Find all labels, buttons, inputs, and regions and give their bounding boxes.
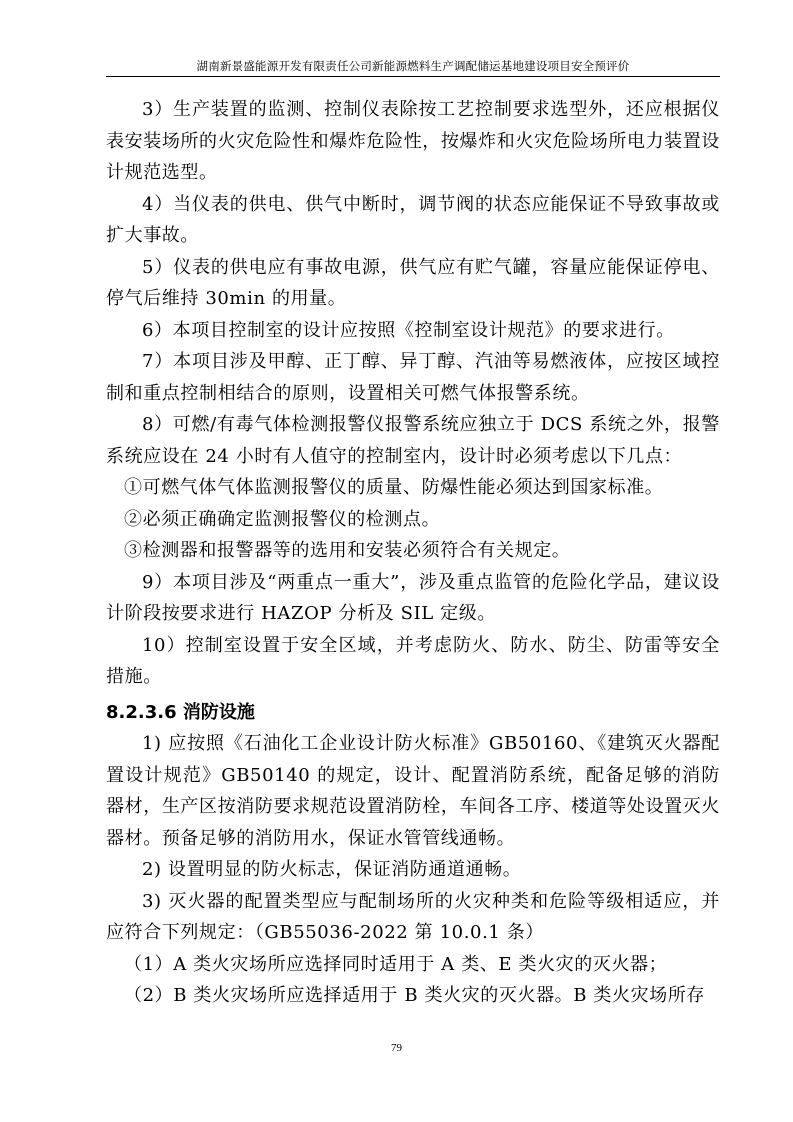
- page-header: 湖南新景盛能源开发有限责任公司新能源燃料生产调配储运基地建设项目安全预评价: [196, 59, 630, 73]
- paragraph-8: 8）可燃/有毒气体检测报警仪报警系统应独立于 DCS 系统之外，报警系统应设在 24 小时有人值守的控制室内，设计时必须考虑以下几点：: [106, 414, 720, 467]
- fire-paragraph-2: 2) 设置明显的防火标志，保证消防通道通畅。: [142, 859, 522, 880]
- list-item-1: ①可燃气体气体监测报警仪的质量、防爆性能必须达到国家标准。: [124, 477, 664, 498]
- list-item-3: ③检测器和报警器等的选用和安装必须符合有关规定。: [124, 540, 571, 561]
- paragraph-7: 7）本项目涉及甲醇、正丁醇、异丁醇、汽油等易燃液体，应按区域控制和重点控制相结合的原则，设置相关可燃气体报警系统。: [106, 351, 720, 404]
- paragraph-5: 5）仪表的供电应有事故电源，供气应有贮气罐，容量应能保证停电、停气后维持 30min 的用量。: [106, 256, 720, 309]
- paragraph-10: 10）控制室设置于安全区域，并考虑防火、防水、防尘、防雷等安全措施。: [106, 634, 720, 687]
- fire-paragraph-1: 1) 应按照《石油化工企业设计防火标准》GB50160、《建筑灭火器配置设计规范》GB50140 的规定，设计、配置消防系统，配备足够的消防器材，生产区按消防要求规范设置消防栓，车间各工序、楼道等处设置灭火器材。预备足够的消防用水，保证水管管线通畅。: [106, 733, 720, 849]
- header-divider: [106, 76, 720, 77]
- sub-item-1: （1）A 类火灾场所应选择同时适用于 A 类、E 类火灾的灭火器；: [124, 953, 668, 975]
- paragraph-4: 4）当仪表的供电、供气中断时，调节阀的状态应能保证不导致事故或扩大事故。: [106, 193, 720, 246]
- paragraph-6: 6）本项目控制室的设计应按照《控制室设计规范》的要求进行。: [142, 319, 675, 341]
- list-item-2: ②必须正确确定监测报警仪的检测点。: [124, 508, 441, 530]
- document-body: [106, 94, 720, 1012]
- sub-item-2: （2）B 类火灾场所应选择适用于 B 类火灾的灭火器。B 类火灾场所存: [124, 985, 706, 1006]
- paragraph-3: 3）生产装置的监测、控制仪表除按工艺控制要求选型外，还应根据仪表安装场所的火灾危险性和爆炸危险性，按爆炸和火灾危险场所电力装置设计规范选型。: [106, 99, 720, 183]
- paragraph-9: 9）本项目涉及“两重点一重大”，涉及重点监管的危险化学品，建议设计阶段按要求进行 HAZOP 分析及 SIL 定级。: [106, 571, 720, 624]
- fire-paragraph-3: 3) 灭火器的配置类型应与配制场所的火灾种类和危险等级相适应，并应符合下列规定：（GB55036-2022 第 10.0.1 条）: [106, 890, 720, 943]
- page-number: 79: [391, 1042, 402, 1054]
- section-heading: 8.2.3.6 消防设施: [106, 701, 255, 723]
